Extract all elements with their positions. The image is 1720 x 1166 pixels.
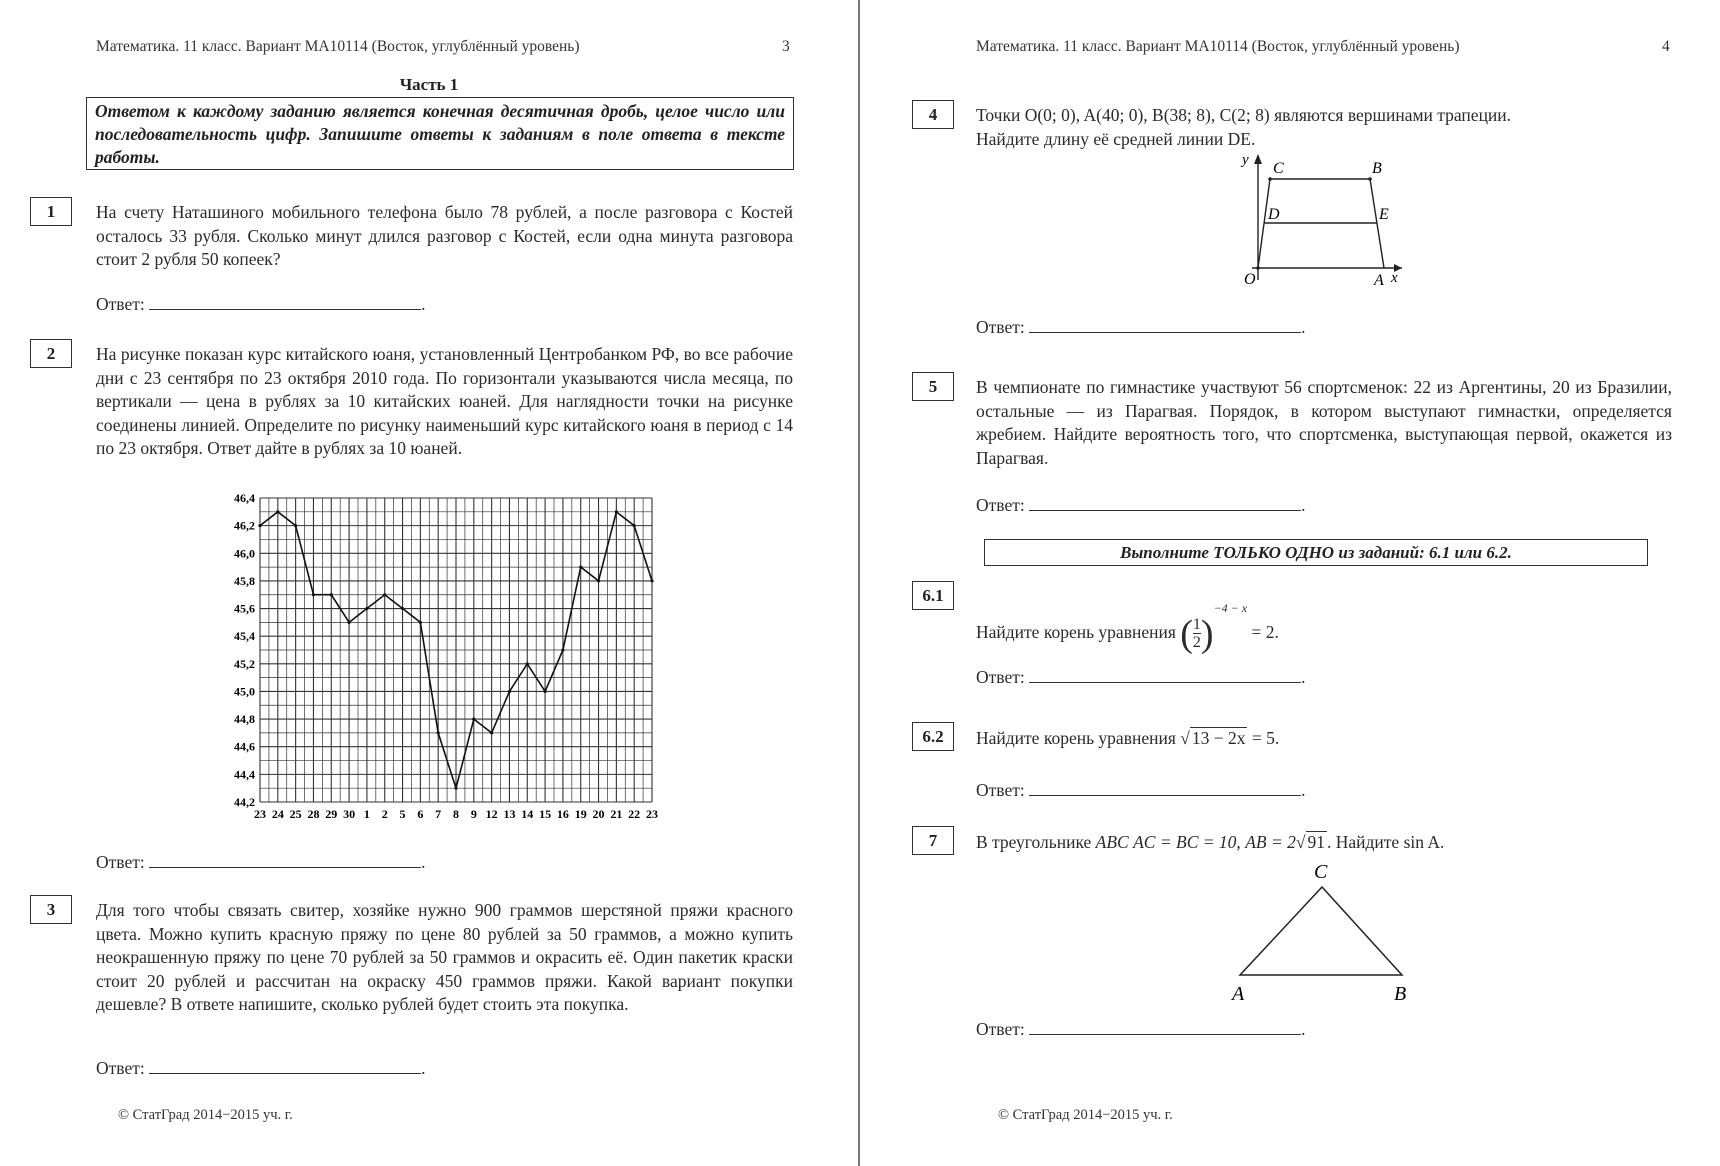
task-number-6-2: 6.2	[912, 722, 954, 751]
chart-y-ticks	[234, 491, 255, 809]
answer-label: Ответ:	[96, 294, 145, 314]
triangle-figure	[1222, 850, 1422, 1005]
y-tick-label: 45,0	[234, 684, 255, 699]
chart-x-ticks	[254, 807, 658, 821]
label-x: x	[1391, 270, 1398, 286]
answer-label: Ответ:	[976, 495, 1025, 515]
x-tick-label: 9	[470, 807, 477, 821]
data-point	[615, 510, 618, 513]
task-number-4: 4	[912, 100, 954, 129]
task-6-2-rhs: = 5.	[1251, 728, 1280, 748]
data-point	[472, 717, 475, 720]
task-1-text: На счету Наташиного мобильного телефона было 78 рублей, а после разговора с Костей осталось 33 рубля. Сколько минут длился разговор с Костей, если одна минута разговора стоит 2 рубля 50 копеек?	[96, 202, 793, 269]
label-C: C	[1273, 160, 1284, 177]
task-7-condition-1: AC = BC = 10,	[1133, 832, 1241, 852]
x-tick-label: 30	[343, 807, 356, 821]
task-6-1-rhs: = 2.	[1251, 622, 1279, 642]
left-page	[0, 0, 858, 1166]
triangle-name: ABC	[1095, 832, 1129, 852]
label-B: B	[1372, 160, 1382, 177]
point-C	[1268, 177, 1272, 181]
x-tick-label: 12	[485, 807, 498, 821]
task-3-text: Для того чтобы связать свитер, хозяйке нужно 900 граммов шерстяной пряжи красного цвета. Можно купить красную пряжу по цене 80 рублей за 50 граммов, а можно купить неокрашенную пряжу по цене 70 рублей за 50 граммов и окрасить её. Один пакетик краски стоит 20 рублей и рассчитан на окраску 450 граммов пряжи. Какой вариант покупки дешевле? В ответе напишите, сколько рублей будет стоить эта покупка.	[96, 900, 793, 1014]
y-tick-label: 45,6	[234, 601, 255, 616]
x-tick-label: 8	[453, 807, 459, 821]
task-6-1-text	[976, 588, 1279, 654]
x-tick-label: 15	[539, 807, 552, 821]
x-tick-label: 13	[503, 807, 516, 821]
x-tick-label: 25	[289, 807, 302, 821]
x-tick-label: 7	[435, 807, 442, 821]
y-tick-label: 44,6	[234, 739, 255, 754]
label-O: O	[1244, 271, 1256, 288]
right-page-number: 4	[1662, 38, 1670, 55]
x-tick-label: 19	[574, 807, 587, 821]
task-4-answer[interactable]: Ответ: .	[976, 317, 1306, 337]
answer-label: Ответ:	[976, 1019, 1025, 1039]
task-6-2-answer[interactable]: Ответ: .	[976, 780, 1306, 800]
part-title: Часть 1	[399, 75, 459, 94]
answer-line[interactable]	[149, 293, 421, 310]
answer-line[interactable]	[1029, 666, 1301, 683]
task-5-answer[interactable]: Ответ: .	[976, 495, 1306, 515]
task-7-answer[interactable]: Ответ: .	[976, 1019, 1306, 1039]
data-point	[312, 593, 315, 596]
x-tick-label: 16	[556, 807, 569, 821]
task-5-text: В чемпионате по гимнастике участвуют 56 спортсменок: 22 из Аргентины, 20 из Бразилии, остальные — из Парагвая. Порядок, в котором выступают гимнастки, определяется жребием. Найдите вероятность того, что спортсменка, выступающая первой, окажется из Парагвая.	[976, 377, 1672, 468]
task-1-answer[interactable]: Ответ: .	[96, 294, 426, 314]
sqrt-sign: √	[1295, 832, 1306, 852]
answer-line[interactable]	[1029, 494, 1301, 511]
data-point	[258, 524, 261, 527]
task-3-answer[interactable]: Ответ: .	[96, 1058, 426, 1078]
left-footer: © СтатГрад 2014−2015 уч. г.	[118, 1107, 293, 1123]
y-tick-label: 44,2	[234, 795, 255, 809]
left-header: Математика. 11 класс. Вариант МА10114 (Восток, углублённый уровень)	[96, 38, 580, 55]
fraction	[1193, 616, 1201, 651]
y-tick-label: 45,4	[234, 629, 255, 644]
label-C: C	[1314, 861, 1328, 883]
label-D: D	[1268, 206, 1280, 223]
task-2-text: На рисунке показан курс китайского юаня, установленный Центробанком РФ, во все рабочие дни с 23 сентября по 23 октября 2010 года. По горизонтали указываются числа месяца, по вертикали — цена в рублях за 10 китайских юаней. Для наглядности точки на рисунке соединены линией. Определите по рисунку наименьший курс китайского юаня в период с 14 по 23 октября. Ответ дайте в рублях за 10 юаней.	[96, 344, 793, 458]
point-B	[1368, 177, 1372, 181]
task-number-7: 7	[912, 826, 954, 855]
data-point	[330, 593, 333, 596]
data-point	[437, 731, 440, 734]
task-7-condition-2: AB = 2	[1245, 832, 1296, 852]
task-number-6-1: 6.1	[912, 581, 954, 610]
data-point	[454, 787, 457, 790]
sqrt-sign: √	[1180, 728, 1190, 748]
y-tick-label: 44,8	[234, 712, 255, 727]
right-page	[862, 0, 1720, 1166]
yuan-rate-chart	[218, 490, 668, 830]
data-point	[597, 579, 600, 582]
x-tick-label: 24	[271, 807, 284, 821]
task-number-2: 2	[30, 339, 72, 368]
page-divider	[858, 0, 860, 1166]
data-point	[633, 524, 636, 527]
task-7-prefix: В треугольнике	[976, 832, 1092, 852]
answer-line[interactable]	[149, 851, 421, 868]
answer-label: Ответ:	[976, 317, 1025, 337]
task-number-5: 5	[912, 372, 954, 401]
trapezoid-figure	[1234, 150, 1404, 290]
y-tick-label: 46,0	[234, 546, 255, 561]
label-A: A	[1374, 272, 1384, 289]
data-point	[401, 607, 404, 610]
x-tick-label: 14	[521, 807, 534, 821]
x-tick-label: 20	[592, 807, 605, 821]
x-tick-label: 21	[610, 807, 623, 821]
data-point	[579, 565, 582, 568]
y-tick-label: 46,2	[234, 518, 255, 533]
y-tick-label: 44,4	[234, 767, 255, 782]
answer-label: Ответ:	[976, 667, 1025, 687]
triangle-abc	[1240, 887, 1402, 975]
task-4-line2: Найдите длину её средней линии DE.	[976, 128, 1256, 149]
data-point	[347, 621, 350, 624]
x-tick-label: 29	[325, 807, 338, 821]
task-2-answer[interactable]: Ответ: .	[96, 852, 426, 872]
y-axis-arrow	[1254, 154, 1262, 164]
label-B: B	[1394, 983, 1407, 1005]
answer-line[interactable]	[1029, 1018, 1301, 1035]
right-footer: © СтатГрад 2014−2015 уч. г.	[998, 1107, 1173, 1123]
x-tick-label: 23	[646, 807, 658, 821]
task-6-2-text	[976, 728, 1279, 749]
task-4-text	[976, 104, 1672, 151]
x-tick-label: 22	[628, 807, 641, 821]
data-point	[294, 524, 297, 527]
task-6-1-answer[interactable]: Ответ: .	[976, 667, 1306, 687]
data-point	[383, 593, 386, 596]
x-tick-label: 28	[307, 807, 320, 821]
right-header: Математика. 11 класс. Вариант МА10114 (Восток, углублённый уровень)	[976, 38, 1460, 55]
answer-line[interactable]	[149, 1057, 421, 1074]
task-6-2-prefix: Найдите корень уравнения	[976, 728, 1176, 748]
task-7-suffix: . Найдите sin A.	[1327, 832, 1445, 852]
label-A: A	[1232, 983, 1245, 1005]
answer-label: Ответ:	[96, 852, 145, 872]
data-point	[543, 690, 546, 693]
label-E: E	[1379, 206, 1389, 223]
y-tick-label: 45,2	[234, 656, 255, 671]
fraction-denominator: 2	[1192, 634, 1201, 652]
data-point	[276, 510, 279, 513]
x-tick-label: 23	[254, 807, 266, 821]
data-point	[419, 621, 422, 624]
y-tick-label: 45,8	[234, 573, 255, 588]
answer-label: Ответ:	[96, 1058, 145, 1078]
data-point	[561, 648, 564, 651]
fraction-numerator: 1	[1192, 616, 1201, 634]
answer-line[interactable]	[1029, 316, 1301, 333]
data-point	[490, 731, 493, 734]
task-number-1: 1	[30, 197, 72, 226]
instructions-box: Ответом к каждому заданию является конечная десятичная дробь, целое число или последовательность цифр. Запишите ответы к заданиям в поле ответа в тексте работы.	[86, 97, 794, 170]
x-tick-label: 6	[417, 807, 424, 821]
right-paren: )	[1200, 612, 1214, 655]
left-paren: (	[1180, 612, 1193, 655]
chart-grid	[260, 498, 652, 802]
y-tick-label: 46,4	[234, 491, 255, 505]
left-page-number: 3	[782, 38, 790, 55]
x-tick-label: 1	[363, 807, 370, 821]
task-4-line1: Точки O(0; 0), A(40; 0), B(38; 8), C(2; 8) являются вершинами трапеции.	[976, 105, 1512, 125]
radicand: 13 − 2x	[1191, 728, 1246, 748]
data-point	[526, 662, 529, 665]
data-point	[650, 579, 653, 582]
exponent: −4 − x	[1213, 601, 1248, 615]
data-point	[508, 690, 511, 693]
point-O	[1256, 266, 1260, 270]
x-tick-label: 2	[381, 807, 388, 821]
answer-line[interactable]	[1029, 779, 1301, 796]
choose-one-banner: Выполните ТОЛЬКО ОДНО из заданий: 6.1 или 6.2.	[984, 539, 1648, 566]
label-y: y	[1242, 152, 1249, 168]
task-6-1-prefix: Найдите корень уравнения	[976, 622, 1176, 642]
x-tick-label: 5	[399, 807, 406, 821]
answer-label: Ответ:	[976, 780, 1025, 800]
data-point	[365, 607, 368, 610]
task-number-3: 3	[30, 895, 72, 924]
radicand-91: 91	[1307, 832, 1325, 852]
